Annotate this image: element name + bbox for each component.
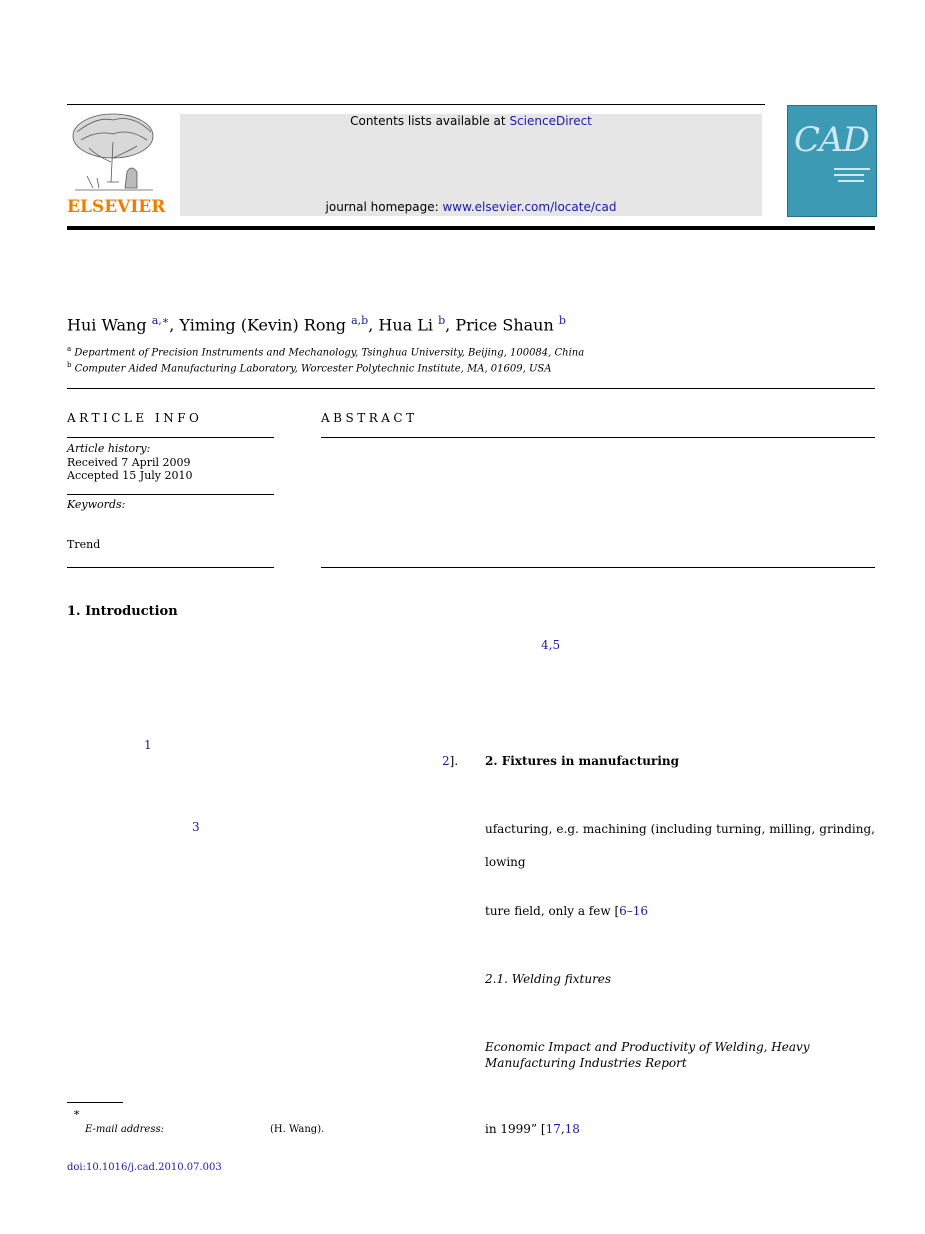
- affiliation-b-text: Computer Aided Manufacturing Laboratory, Worcester Polytechnic Institute, MA, 01609, USA: [74, 363, 552, 375]
- section-1-heading: 1. Introduction: [67, 604, 178, 619]
- line-1999-prefix: in 1999” [: [485, 1122, 546, 1136]
- article-info-heading: ARTICLE INFO: [67, 411, 203, 425]
- journal-cover-image: [787, 105, 877, 217]
- homepage-line: [180, 200, 762, 214]
- elsevier-tree-logo-icon: [67, 112, 159, 196]
- author-list: [67, 314, 566, 334]
- header-bottom-rule: [67, 226, 875, 230]
- ref-18[interactable]: 18: [564, 1122, 580, 1136]
- ref-4-5[interactable]: 4,5: [541, 638, 561, 652]
- body-line-lowing: lowing: [485, 855, 526, 869]
- author-2: , Yiming (Kevin) Rong: [169, 315, 346, 335]
- report-title: Economic Impact and Productivity of Welding, Heavy Manufacturing Industries Report: [485, 1040, 810, 1070]
- author-4: , Price Shaun: [445, 315, 554, 335]
- footnote-star: ∗: [73, 1106, 81, 1119]
- ref-2[interactable]: 2: [442, 754, 450, 768]
- footnote-rule: [67, 1102, 123, 1103]
- subsection-2-1-heading: 2.1. Welding fixtures: [485, 972, 612, 986]
- corresponding-author-mark[interactable]: ∗: [161, 314, 170, 327]
- ref-2-cite: [442, 754, 458, 768]
- author-4-affil[interactable]: b: [558, 314, 566, 327]
- cover-title: CAD: [794, 120, 869, 160]
- publisher-wordmark: ELSEVIER: [67, 197, 166, 217]
- section-2-heading: 2. Fixtures in manufacturing: [485, 754, 679, 768]
- history-rule: [67, 494, 274, 495]
- sciencedirect-link[interactable]: ScienceDirect: [509, 114, 592, 128]
- received-date: Received 7 April 2009: [67, 456, 191, 469]
- keywords-rule: [67, 567, 274, 568]
- ture-prefix: ture field, only a few [: [485, 904, 620, 918]
- abstract-bottom-rule: [321, 567, 875, 568]
- author-3-affil[interactable]: b: [438, 314, 446, 327]
- abstract-top-rule: [321, 437, 875, 438]
- ref-separator: ,: [560, 1122, 565, 1136]
- footnote-email-label: E-mail address:: [85, 1124, 164, 1135]
- ref-2-close: ].: [449, 754, 459, 768]
- affiliation-a: [67, 345, 584, 358]
- affiliation-a-sup: a: [67, 345, 72, 353]
- homepage-link[interactable]: www.elsevier.com/locate/cad: [442, 200, 617, 214]
- homepage-prefix: journal homepage:: [325, 200, 443, 214]
- affiliation-b-sup: b: [67, 361, 72, 369]
- ref-3[interactable]: 3: [192, 820, 200, 834]
- body-line-ufacturing: ufacturing, e.g. machining (including turning, milling, grinding,: [485, 822, 875, 836]
- doi-link[interactable]: doi:10.1016/j.cad.2010.07.003: [67, 1162, 222, 1173]
- contents-prefix: Contents lists available at: [350, 114, 510, 128]
- accepted-date: Accepted 15 July 2010: [67, 469, 193, 482]
- body-line-1999: [485, 1122, 580, 1136]
- ref-17[interactable]: 17: [545, 1122, 561, 1136]
- author-1-affil[interactable]: a,: [151, 314, 162, 327]
- author-1: Hui Wang: [67, 315, 147, 335]
- affiliation-b: [67, 361, 551, 374]
- footnote-email-name: (H. Wang).: [270, 1124, 325, 1135]
- article-info-rule: [67, 437, 274, 438]
- body-line-ture: [485, 904, 648, 918]
- keywords-label: Keywords:: [67, 498, 126, 511]
- contents-line: [180, 114, 762, 128]
- keyword-item: Trend: [67, 538, 101, 551]
- affiliation-a-text: Department of Precision Instruments and Mechanology, Tsinghua University, Beijing, 100084, China: [74, 347, 585, 359]
- ref-1[interactable]: 1: [144, 738, 152, 752]
- abstract-heading: ABSTRACT: [321, 411, 418, 425]
- article-history-label: Article history:: [67, 442, 151, 455]
- ref-6-16[interactable]: 6–16: [619, 904, 649, 918]
- header-top-rule: [67, 104, 765, 105]
- author-3: , Hua Li: [368, 315, 433, 335]
- affiliation-rule: [67, 388, 875, 389]
- author-2-affil[interactable]: a,b: [351, 314, 369, 327]
